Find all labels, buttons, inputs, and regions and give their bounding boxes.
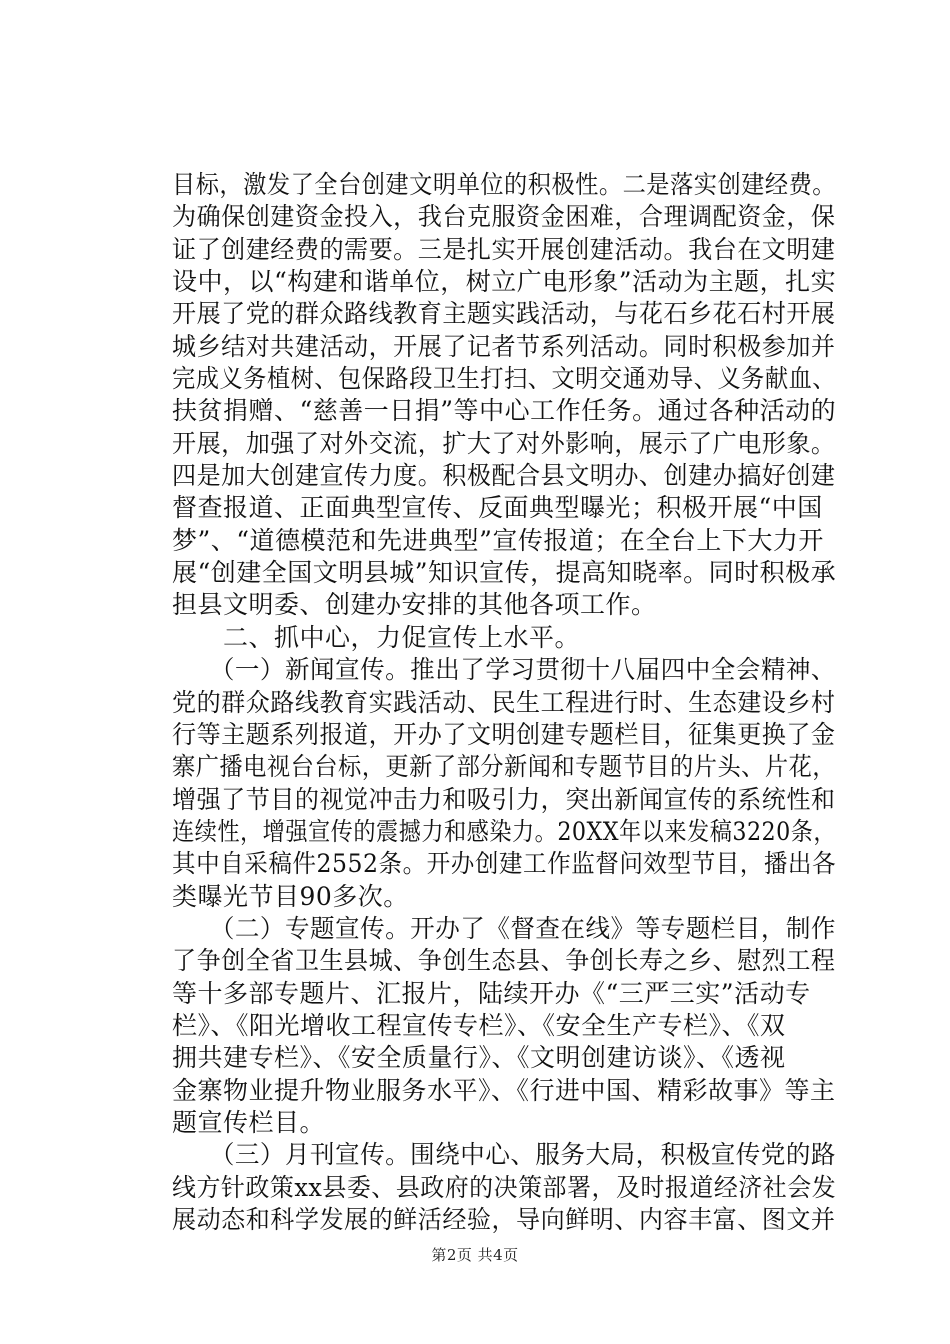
page-footer: 第2页 共4页 bbox=[431, 1246, 519, 1264]
text-line: 二、抓中心，力促宣传上水平。 bbox=[172, 622, 581, 652]
text-line: 了争创全省卫生县城、争创生态县、争创长寿之乡、慰烈工程 bbox=[172, 946, 836, 976]
document-body bbox=[172, 169, 837, 1236]
text-line: 增强了节目的视觉冲击力和吸引力，突出新闻宣传的系统性和 bbox=[172, 784, 836, 814]
text-line: 梦”、“道德模范和先进典型”宣传报道；在全台上下大力开 bbox=[172, 525, 824, 555]
text-line: 目标，激发了全台创建文明单位的积极性。二是落实创建经费。 bbox=[172, 170, 837, 199]
text-line: 开展，加强了对外交流，扩大了对外影响，展示了广电形象。 bbox=[172, 428, 836, 458]
text-line: 扶贫捐赠、“慈善一日捐”等中心工作任务。通过各种活动的 bbox=[172, 396, 837, 426]
text-line: （三）月刊宣传。围绕中心、服务大局，积极宣传党的路 bbox=[172, 1140, 836, 1170]
text-line: 等十多部专题片、汇报片，陆续开办《“三严三实”活动专 bbox=[172, 978, 811, 1008]
text-line: 金寨物业提升物业服务水平》、《行进中国、精彩故事》等主 bbox=[172, 1075, 836, 1105]
text-line: 其中自采稿件2552条。开办创建工作监督问效型节目，播出各 bbox=[172, 849, 837, 879]
text-line: 连续性，增强宣传的震撼力和感染力。20XX年以来发稿3220条， bbox=[172, 816, 837, 846]
text-line: （一）新闻宣传。推出了学习贯彻十八届四中全会精神、 bbox=[172, 655, 836, 685]
text-line: （二）专题宣传。开办了《督查在线》等专题栏目，制作 bbox=[172, 913, 836, 943]
text-line: 城乡结对共建活动，开展了记者节系列活动。同时积极参加并 bbox=[172, 331, 836, 361]
text-line: 类曝光节目90多次。 bbox=[172, 881, 409, 911]
text-line: 栏》、《阳光增收工程宣传专栏》、《安全生产专栏》、《双 bbox=[172, 1010, 786, 1040]
text-line: 题宣传栏目。 bbox=[172, 1107, 326, 1137]
text-line: 行等主题系列报道，开办了文明创建专题栏目，征集更换了金 bbox=[172, 719, 836, 749]
text-line: 党的群众路线教育实践活动、民生工程进行时、生态建设乡村 bbox=[172, 687, 836, 717]
text-line: 完成义务植树、包保路段卫生打扫、文明交通劝导、义务献血、 bbox=[172, 364, 837, 394]
text-line: 督查报道、正面典型宣传、反面典型曝光；积极开展“中国 bbox=[172, 493, 823, 523]
text-line: 担县文明委、创建办安排的其他各项工作。 bbox=[172, 590, 657, 620]
text-line: 展“创建全国文明县城”知识宣传，提高知晓率。同时积极承 bbox=[172, 558, 837, 588]
text-line: 展动态和科学发展的鲜活经验，导向鲜明、内容丰富、图文并 bbox=[172, 1205, 836, 1234]
text-line: 线方针政策xx县委、县政府的决策部署，及时报道经济社会发 bbox=[172, 1172, 837, 1202]
text-line: 为确保创建资金投入，我台克服资金困难，合理调配资金，保 bbox=[172, 202, 836, 232]
text-line: 寨广播电视台台标，更新了部分新闻和专题节目的片头、片花， bbox=[172, 752, 837, 782]
text-line: 拥共建专栏》、《安全质量行》、《文明创建访谈》、《透视 bbox=[172, 1043, 786, 1073]
text-line: 证了创建经费的需要。三是扎实开展创建活动。我台在文明建 bbox=[172, 234, 836, 264]
text-line: 四是加大创建宣传力度。积极配合县文明办、创建办搞好创建 bbox=[172, 461, 836, 491]
text-line: 设中，以“构建和谐单位，树立广电形象”活动为主题，扎实 bbox=[172, 267, 837, 297]
text-line: 开展了党的群众路线教育主题实践活动，与花石乡花石村开展 bbox=[172, 299, 836, 329]
